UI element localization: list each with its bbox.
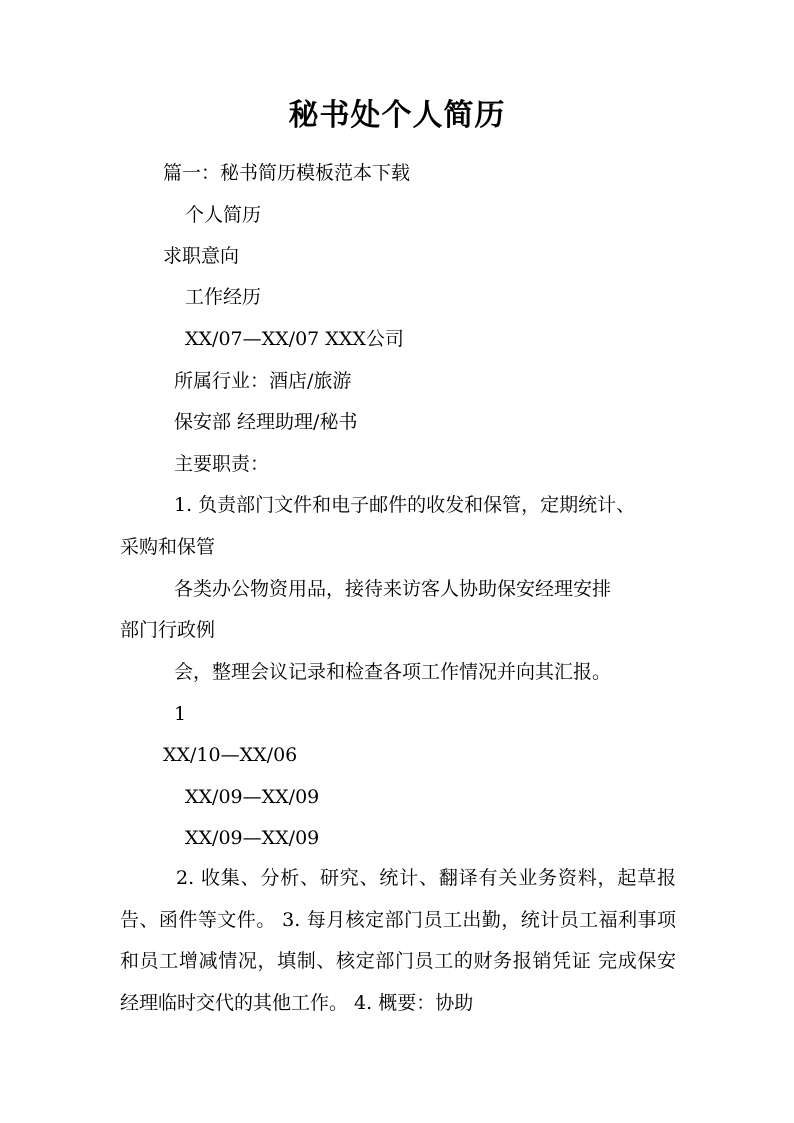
- duties-paragraph: [120, 858, 676, 1024]
- duty1-line4: 部门行政例: [120, 619, 216, 641]
- duty1-line5: 会，整理会议记录和检查各项工作情况并向其汇报。: [174, 661, 612, 683]
- duty1-line2: 采购和保管: [120, 536, 216, 558]
- department-role-line: 保安部 经理助理/秘书: [174, 411, 358, 433]
- work-experience-label: 工作经历: [185, 286, 262, 308]
- resume-heading: 个人简历: [185, 204, 262, 226]
- page-number: 1: [174, 703, 187, 725]
- period-4: XX/09—XX/09: [185, 827, 320, 849]
- job-intention-label: 求职意向: [163, 245, 240, 267]
- duty1-line1: 1. 负责部门文件和电子邮件的收发和保管，定期统计、: [174, 494, 636, 516]
- duties-paragraph-text: 2. 收集、分析、研究、统计、翻译有关业务资料，起草报告、函件等文件。 3. 每月核定部门员工出勤，统计员工福利事项和员工增减情况，填制、核定部门员工的财务报销凭证 完成保安经理临时交代的其他工作。 4. 概要：协助: [120, 867, 676, 1014]
- job1-period: XX/07—XX/07 XXX公司: [185, 328, 404, 350]
- industry-line: 所属行业：酒店/旅游: [174, 370, 352, 392]
- main-duties-label: 主要职责：: [174, 453, 270, 475]
- section-heading: 篇一：秘书简历模板范本下载: [163, 162, 411, 184]
- duty1-line3: 各类办公物资用品，接待来访客人协助保安经理安排: [174, 578, 612, 600]
- document-title: 秘书处个人简历: [288, 98, 506, 133]
- period-3: XX/09—XX/09: [185, 786, 320, 808]
- period-2: XX/10—XX/06: [163, 744, 298, 766]
